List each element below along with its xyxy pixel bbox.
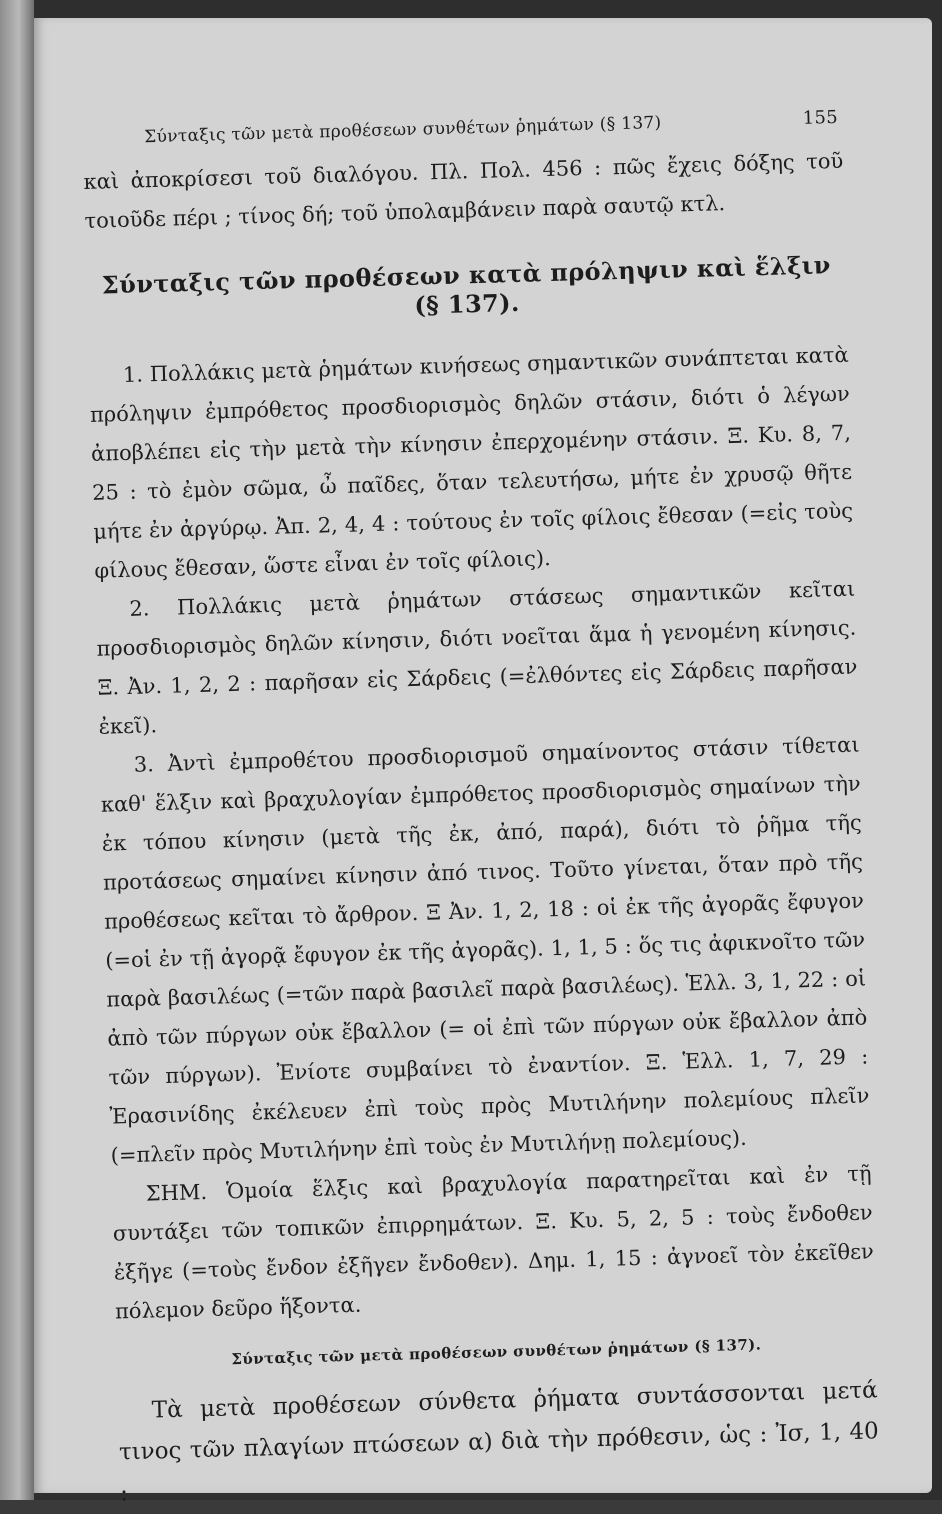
note-paragraph: ΣΗΜ. Ὁμοία ἕλξις καὶ βραχυλογία παρατηρεῖται καὶ ἐν τῇ συντάξει τῶν τοπικῶν ἐπιρρημάτων. Ξ. Κυ. 5, 2, 5 : τοὺς ἔνδοθεν ἐξῆγε (=τοὺς ἔνδον ἐξῆγεν ἔνδοθεν). Δημ. 1, 15 : ἀγνοεῖ τὸν ἐκεῖθεν πόλεμον δεῦρο ἥξοντα. bbox=[112, 1161, 875, 1324]
page-content bbox=[82, 107, 880, 1514]
running-head bbox=[144, 107, 842, 147]
opening-paragraph: καὶ ἀποκρίσεσι τοῦ διαλόγου. Πλ. Πολ. 456 : πῶς ἔχεις δόξης τοῦ τοιοῦδε πέρι ; τίνος δή; τοῦ ὑπολαμβάνειν παρὰ σαυτῷ κτλ. bbox=[83, 148, 844, 233]
previous-page-edge bbox=[0, 0, 34, 1500]
section-heading: Σύνταξις τῶν προθέσεων κατὰ πρόληψιν καὶ ἕλξιν (§ 137). bbox=[101, 250, 832, 320]
running-title: Σύνταξις τῶν μετὰ προθέσεων συνθέτων ῥημάτων (§ 137) bbox=[144, 112, 662, 148]
book-page bbox=[34, 18, 932, 1507]
final-section bbox=[117, 1370, 880, 1514]
paragraph-1: 1. Πολλάκις μετὰ ῥημάτων κινήσεως σημαντικῶν συνάπτεται κατὰ πρόληψιν ἐμπρόθετος προσδιορισμὸς δηλῶν στάσιν, διότι ὁ λέγων ἀποβλέπει εἰς τὴν μετὰ τὴν κίνησιν ἐπερχομένην στάσιν. Ξ. Κυ. 8, 7, 25 : τὸ ἐμὸν σῶμα, ὦ παῖδες, ὅταν τελευτήσω, μήτε ἐν χρυσῷ θῆτε μήτε ἐν ἀργύρῳ. Ἀπ. 2, 4, 4 : τούτους ἐν τοῖς φίλοις ἔθεσαν (=εἰς τοὺς φίλους ἔθεσαν, ὥστε εἶναι ἐν τοῖς φίλοις). bbox=[89, 342, 854, 583]
page-number: 155 bbox=[802, 106, 839, 129]
final-paragraph: Τὰ μετὰ προθέσεων σύνθετα ῥήματα συντάσσονται μετά τινος τῶν πλαγίων πτώσεων α) διὰ τὴν πρόθεσιν, ὡς : Ἰσ, 1, 40 : bbox=[118, 1377, 880, 1507]
paragraph-3: 3. Ἀντὶ ἐμπροθέτου προσδιορισμοῦ σημαίνοντος στάσιν τίθεται καθ' ἕλξιν καὶ βραχυλογίαν ἐμπρόθετος προσδιορισμὸς σημαίνων τὴν ἐκ τόπου κίνησιν (μετὰ τῆς ἐκ, ἀπό, παρά), διότι τὸ ῥῆμα τῆς προτάσεως σημαίνει κίνησιν ἀπό τινος. Τοῦτο γίνεται, ὅταν πρὸ τῆς προθέσεως κεῖται τὸ ἄρθρον. Ξ Ἀν. 1, 2, 18 : οἱ ἐκ τῆς ἀγορᾶς ἔφυγον (=οἱ ἐν τῇ ἀγορᾷ ἔφυγον ἐκ τῆς ἀγορᾶς). 1, 1, 5 : ὅς τις ἀφικνοῖτο τῶν παρὰ βασιλέως (=τῶν παρὰ βασιλεῖ παρὰ βασιλέως). Ἑλλ. 3, 1, 22 : οἱ ἀπὸ τῶν πύργων οὐκ ἔβαλλον (= οἱ ἐπὶ τῶν πύργων οὐκ ἔβαλλον ἀπὸ τῶν πύργων). Ἐνίοτε συμβαίνει τὸ ἐναντίον. Ξ. Ἑλλ. 1, 7, 29 : Ἐρασινίδης ἐκέλευεν ἐπὶ τοὺς πρὸς Μυτιλήνην πολεμίους πλεῖν (=πλεῖν πρὸς Μυτιλήνην ἐπὶ τοὺς ἐν Μυτιλήνῃ πολεμίους). bbox=[100, 732, 870, 1168]
paragraph-2: 2. Πολλάκις μετὰ ῥημάτων στάσεως σημαντικῶν κεῖται προσδιορισμὸς δηλῶν κίνησιν, διότι νοεῖται ἅμα ἡ γενομένη κίνησις. Ξ. Ἀν. 1, 2, 2 : παρῆσαν εἰς Σάρδεις (=ἐλθόντες εἰς Σάρδεις παρῆσαν ἐκεῖ). bbox=[96, 576, 858, 739]
sub-heading: Σύνταξις τῶν μετὰ προθέσεων συνθέτων ῥημάτων (§ 137). bbox=[231, 1335, 762, 1369]
